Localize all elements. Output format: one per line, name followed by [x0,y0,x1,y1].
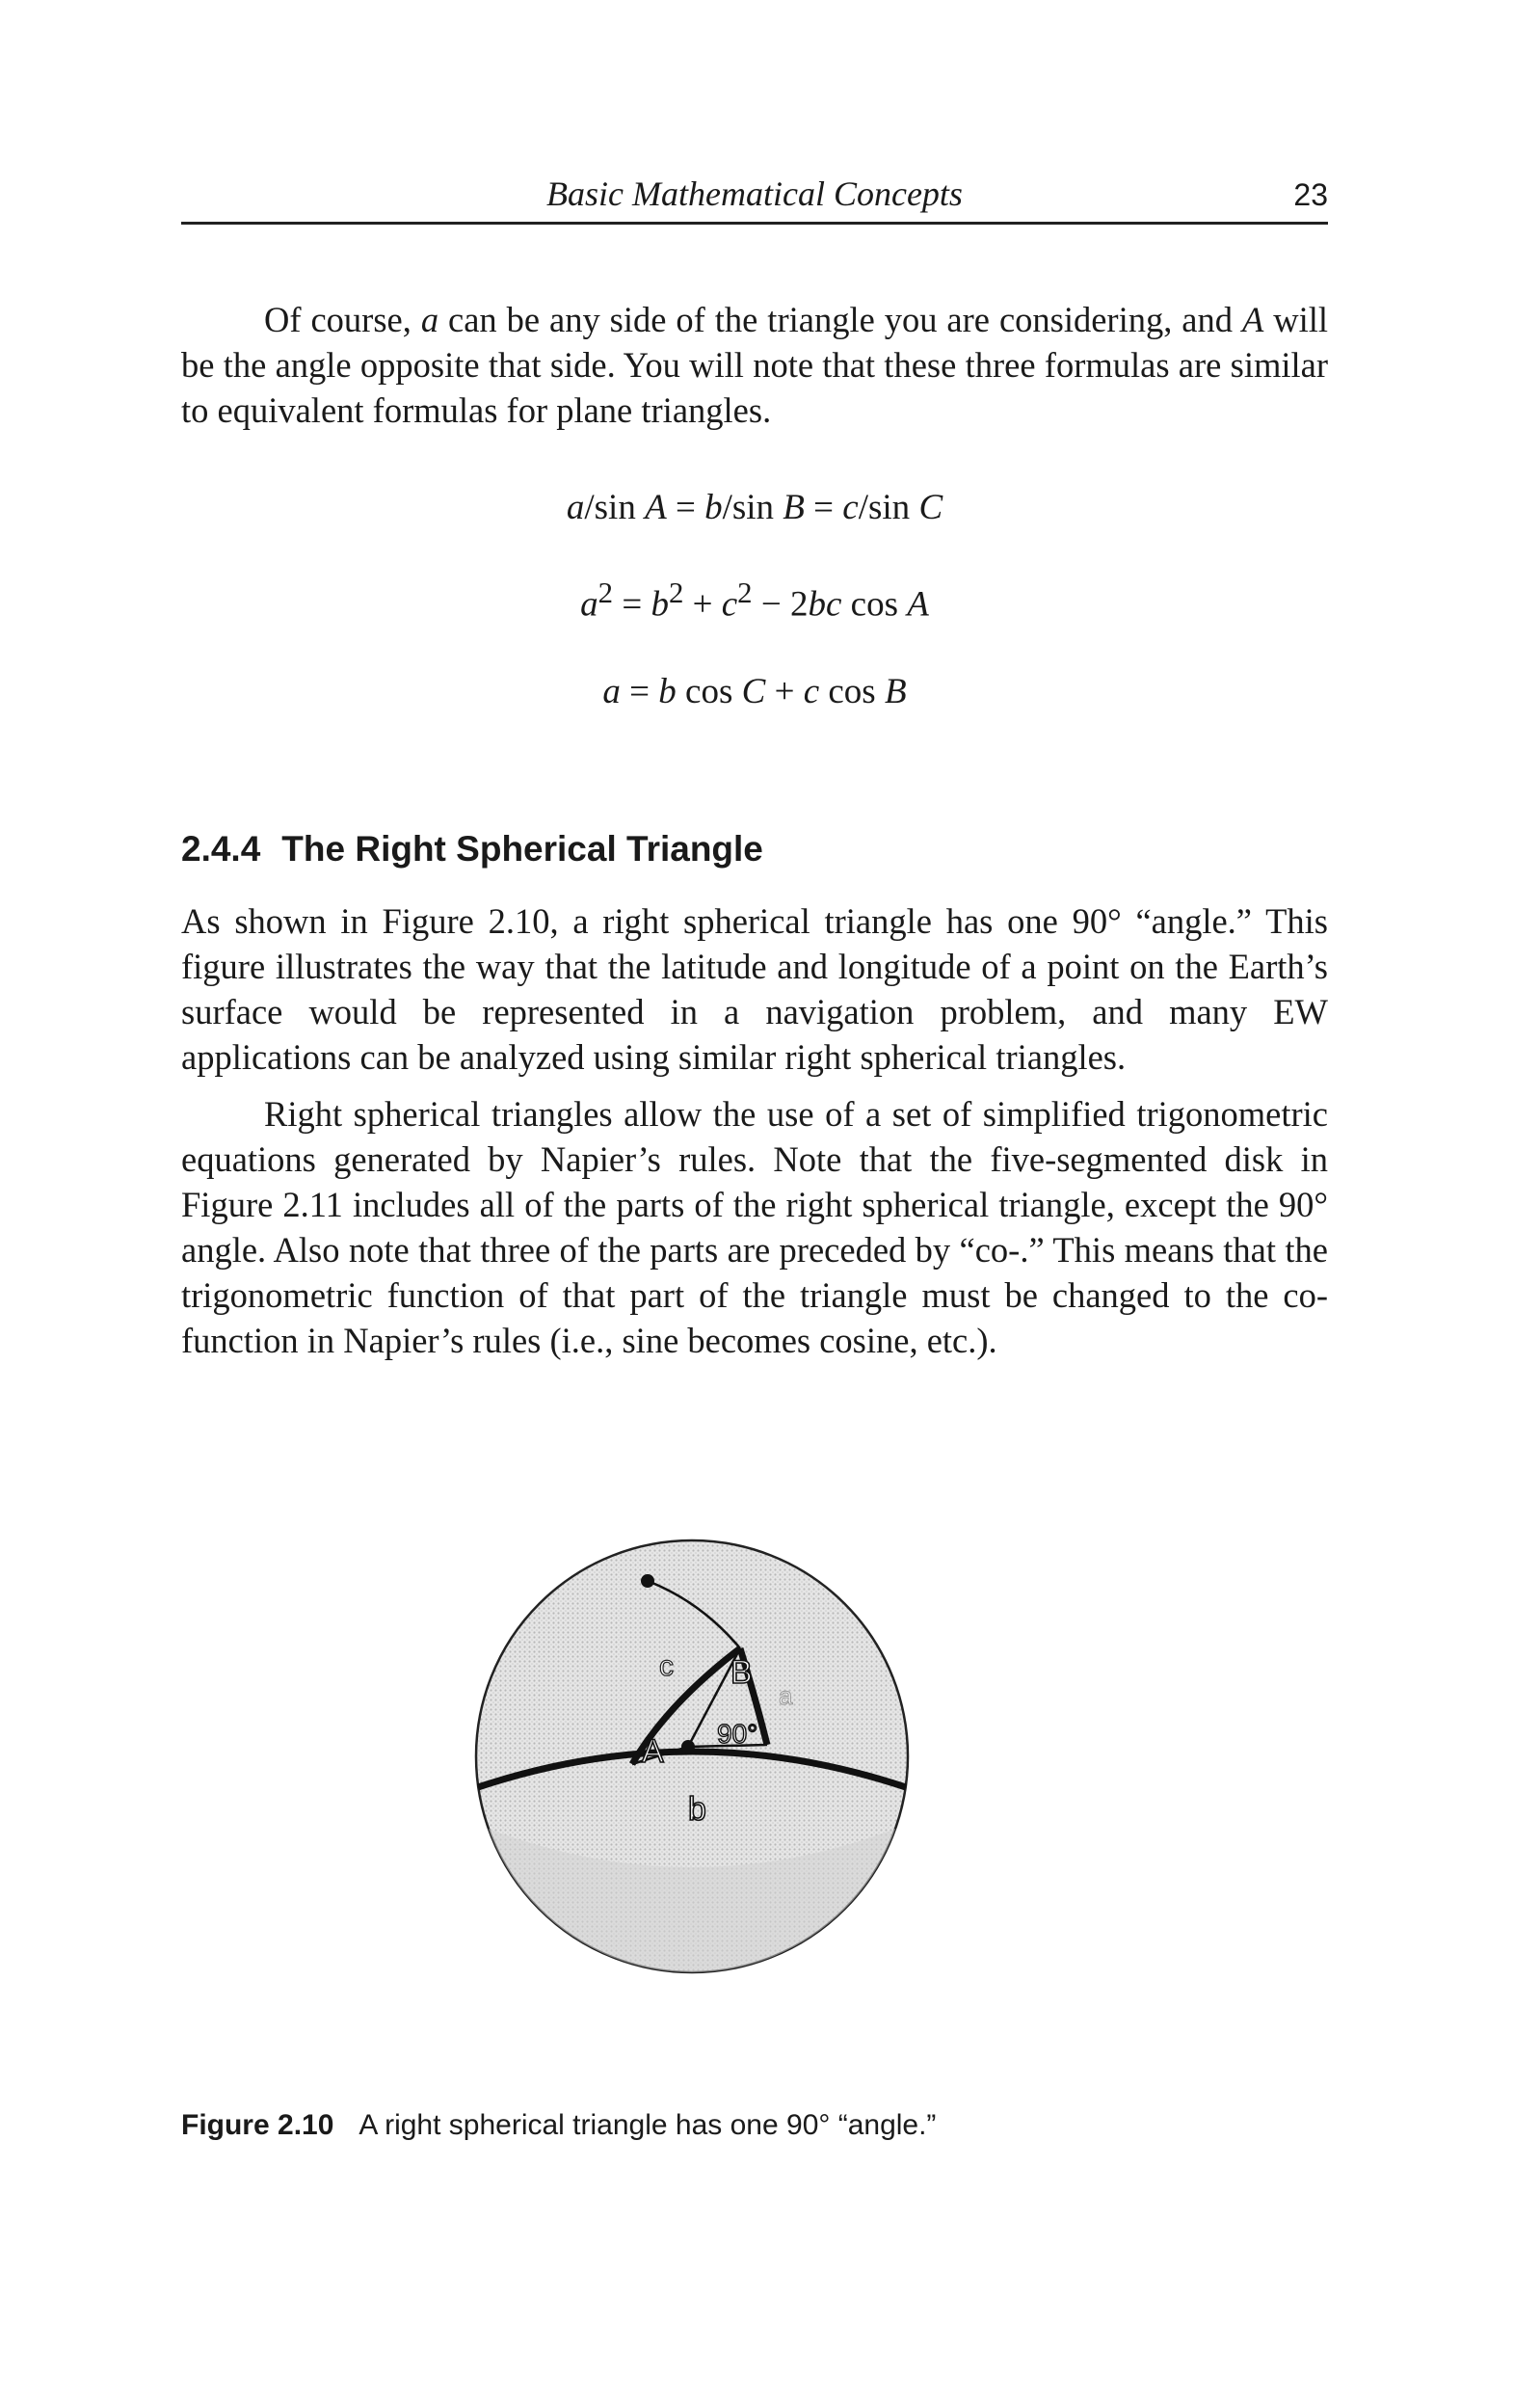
equation-law-of-cosines: $a^2 = b^2 + c^2 - 2bc$ cos A [580,576,929,625]
sphere-diagram [470,1535,914,1978]
caption-label: Figure 2.10 [181,2109,334,2141]
figure-caption [181,2109,936,2142]
equation-projection: a = b cos C + c cos B [602,672,907,711]
running-head [181,172,1328,225]
figure-right-spherical-triangle [470,1535,914,1978]
section-number: 2.4.4 [181,829,261,869]
label-angle-b: B [730,1654,753,1691]
section-title: The Right Spherical Triangle [281,829,763,869]
label-side-b: b [688,1791,706,1828]
equation-law-of-sines: a/sin A = b/sin B = c/sin C [566,488,943,527]
intro-paragraph: Of course, a can be any side of the triangle you are considering, and A will be the angle opposite that side. You will note that these three formulas are similar to equivalent formulas for plane triangles. [181,300,1328,430]
label-side-a: a [779,1681,793,1710]
paragraph-2: Right spherical triangles allow the use of a set of simplified trigonometric equations generated by Napier’s rules. Note that the five-segmented disk in Figure 2.11 includes all of the parts of the right spherical triangle, except the 90° angle. Also note that three of the parts are preceded by “co-.” This means that the trigonometric function of that part of the triangle must be changed to the co-function in Napier’s rules (i.e., sine becomes cosine, etc.). [181,1094,1328,1360]
label-angle-a: A [642,1733,664,1770]
page-number: 23 [1293,177,1328,212]
label-right-angle: 90° [717,1719,758,1749]
caption-text: A right spherical triangle has one 90° “angle.” [358,2109,937,2141]
label-side-c: c [659,1650,674,1682]
sphere-center-point [681,1740,695,1753]
section-heading [181,829,763,870]
running-title: Basic Mathematical Concepts [546,174,963,213]
paragraph-1: As shown in Figure 2.10, a right spherical triangle has one 90° “angle.” This figure illustrates the way that the latitude and longitude of a point on the Earth’s surface would be represented in a navigation problem, and many EW applications can be analyzed using similar right spherical triangles. [181,901,1328,1077]
pole-point [641,1574,654,1588]
